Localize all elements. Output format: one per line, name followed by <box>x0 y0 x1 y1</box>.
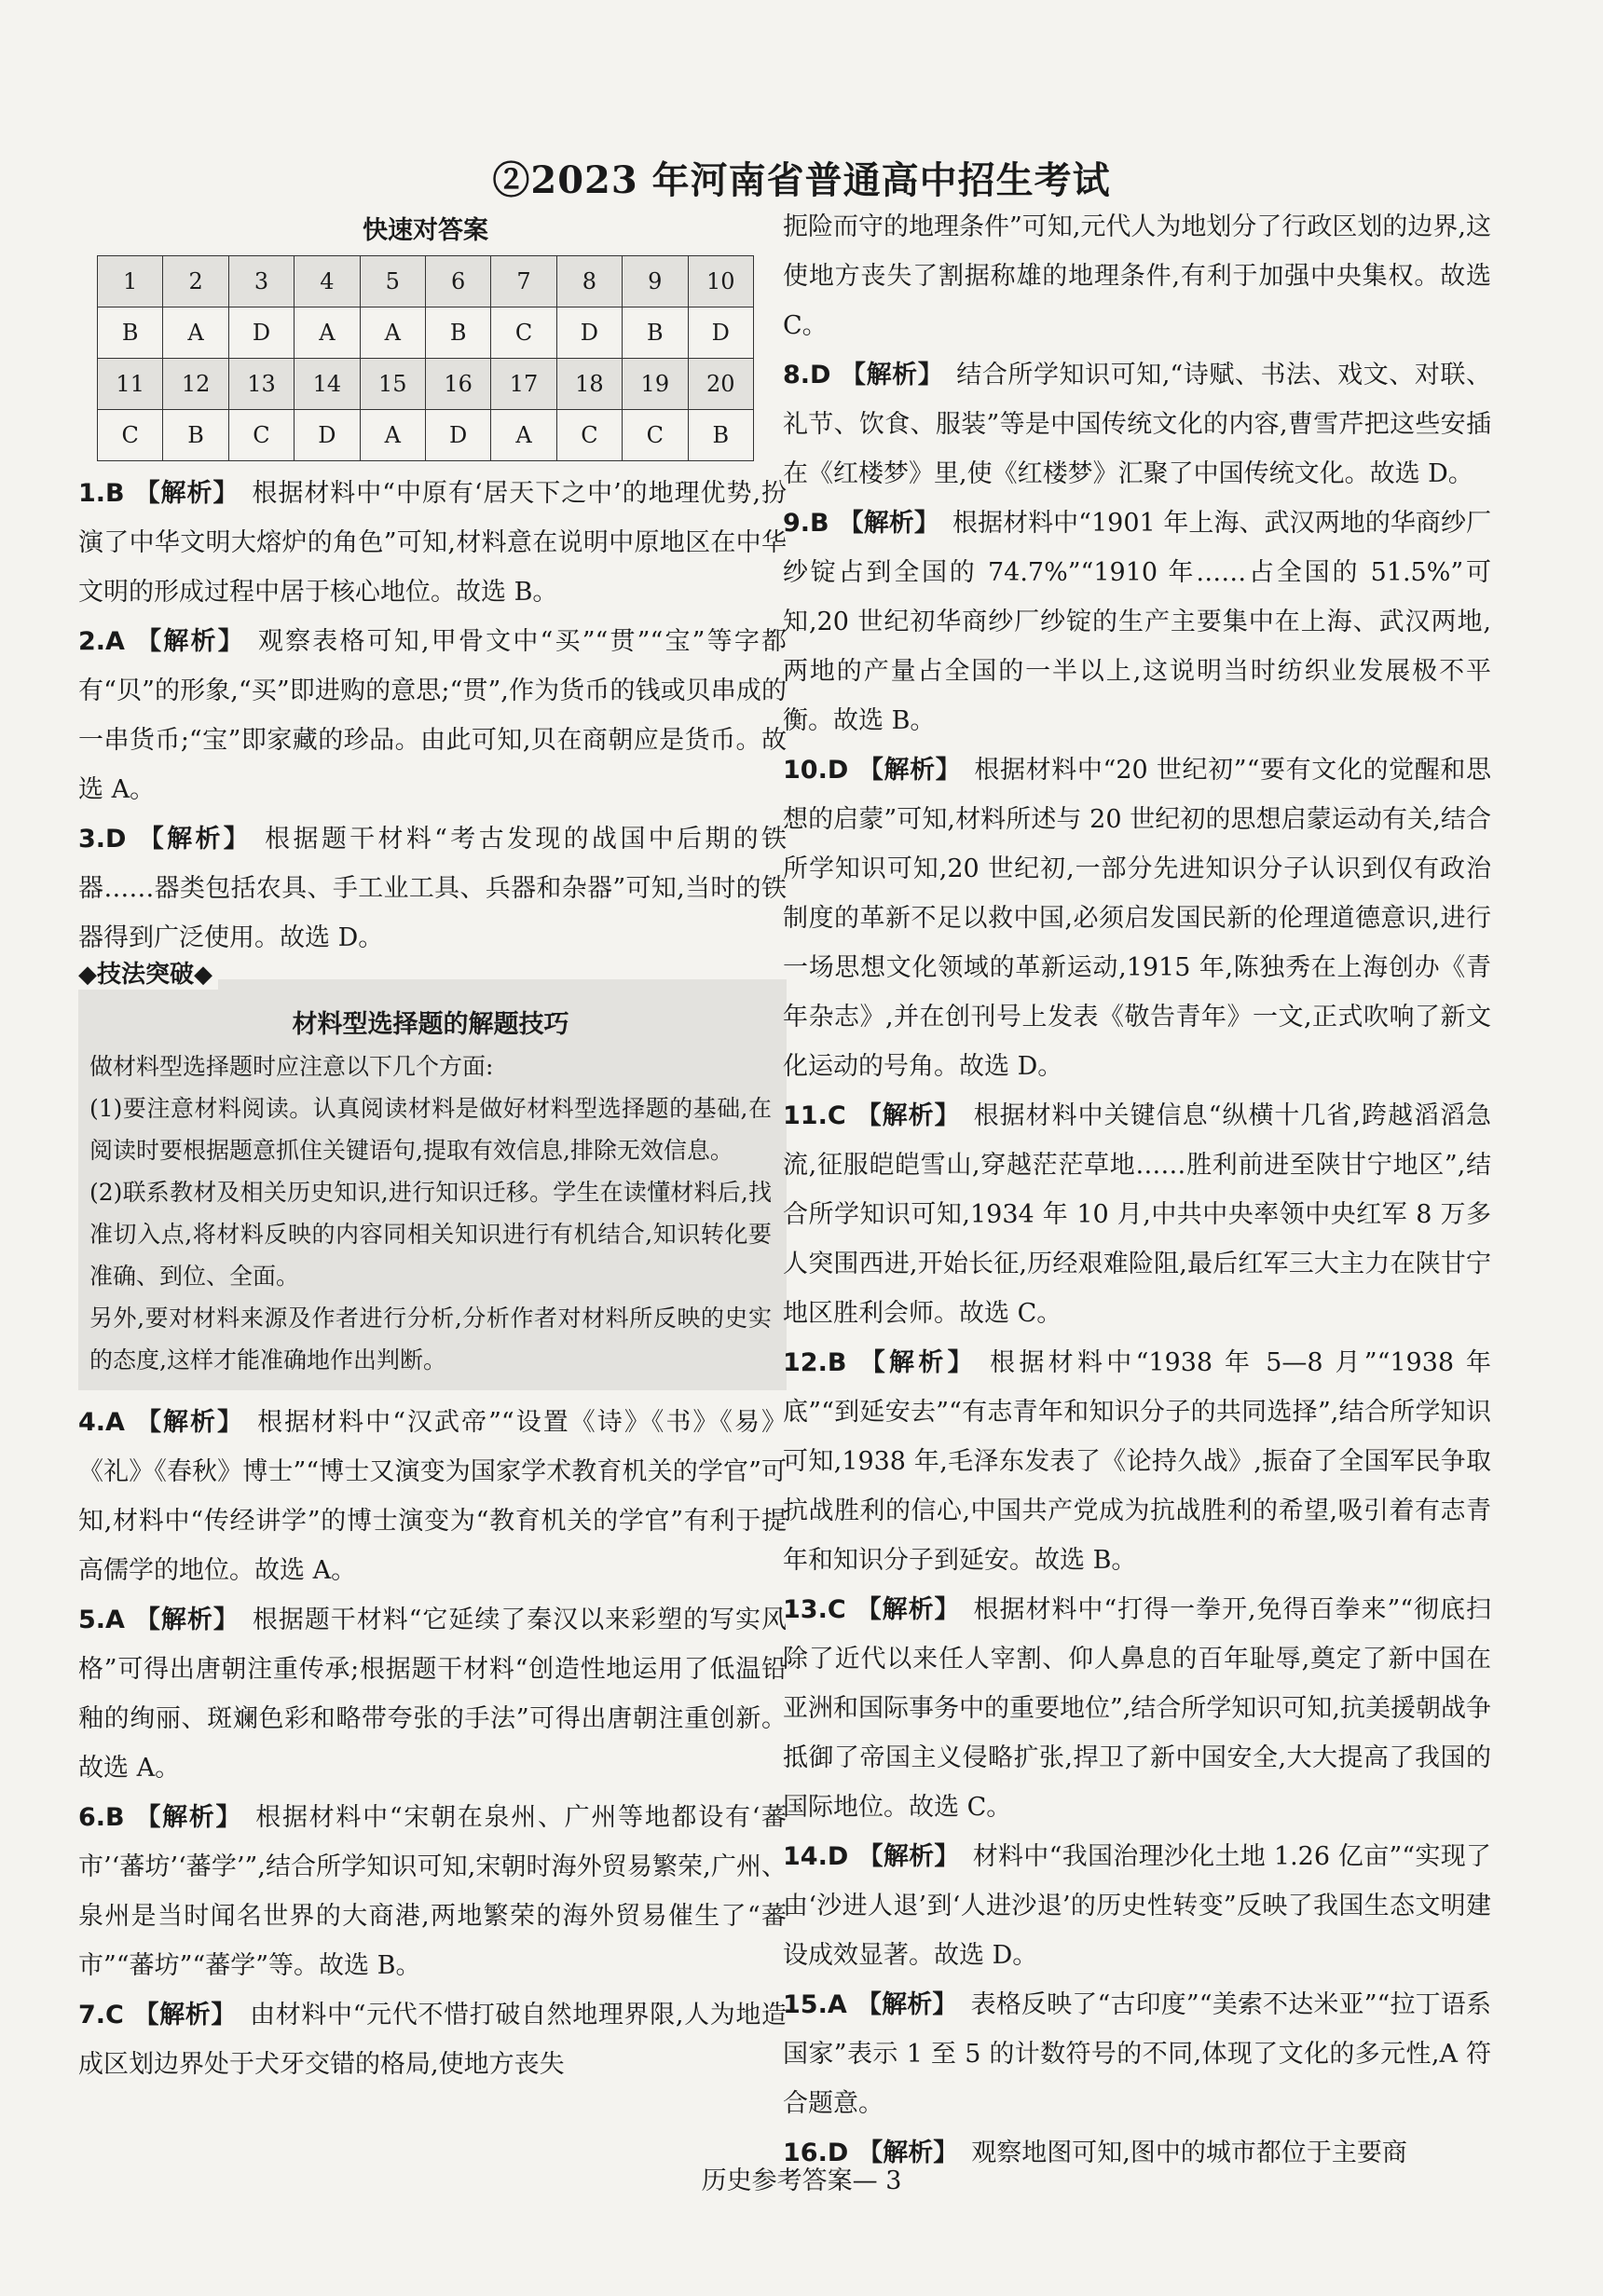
answer-text: 根据题干材料“考古发现的战国中后期的铁器……器类包括农具、手工业工具、兵器和杂器”可知,当时的铁器得到广泛使用。故选 D。 <box>78 825 787 952</box>
answer-item <box>78 1990 787 2089</box>
answer-table-cell: 6 <box>425 256 490 308</box>
answer-text: 根据材料中“1901 年上海、武汉两地的华商纱厂纱锭占到全国的 74.7%”“1910 年……占全国的 51.5%”可知,20 世纪初华商纱厂纱锭的生产主要集中在上海、武汉两地,两地的产量占全国的一半以上,这说明当时纺织业发展极不平衡。故选 B。 <box>783 509 1491 735</box>
page-title: ②2023 年河南省普通高中招生考试 <box>492 158 1111 202</box>
answer-table-cell: C <box>491 308 556 359</box>
answer-item <box>783 1338 1491 1585</box>
answer-item <box>78 1595 787 1793</box>
answer-item <box>783 1091 1491 1338</box>
answer-table-cell: 15 <box>360 359 425 410</box>
answer-table-cell: 3 <box>228 256 294 308</box>
answer-number: 11.C <box>783 1101 846 1130</box>
answer-table-row <box>98 256 754 308</box>
answer-item <box>783 202 1491 350</box>
analysis-tag: 【解析】 <box>135 825 253 854</box>
analysis-tag: 【解析】 <box>855 1595 961 1624</box>
analysis-tag: 【解析】 <box>838 509 939 538</box>
answer-table-cell: 14 <box>295 359 360 410</box>
answer-table-cell: D <box>425 410 490 461</box>
answer-item <box>783 499 1491 745</box>
answer-number: 15.A <box>783 1990 847 2019</box>
analysis-tag: 【解析】 <box>133 1408 245 1437</box>
analysis-tag: 【解析】 <box>857 2139 959 2167</box>
answer-table-cell: D <box>688 308 753 359</box>
answer-item <box>78 814 787 963</box>
answer-number: 4.A <box>78 1408 125 1437</box>
answer-text: 由材料中“元代不惜打破自然地理界限,人为地造成区划边界处于犬牙交错的格局,使地方丧失 <box>78 2001 788 2079</box>
page-footer: 历史参考答案— 3 <box>701 2166 902 2195</box>
answer-table-row <box>98 308 754 359</box>
analysis-tag: 【解析】 <box>840 361 944 390</box>
left-column <box>78 210 787 2089</box>
answer-item <box>78 617 787 814</box>
answer-table-cell: 13 <box>228 359 294 410</box>
answer-text: 观察表格可知,甲骨文中“买”“贯”“宝”等字都有“贝”的形象,“买”即进购的意思;“贯”,作为货币的钱或贝串成的一串货币;“宝”即家藏的珍品。由此可知,贝在商朝应是货币。故选 A。 <box>78 627 788 804</box>
answer-table-row <box>98 410 754 461</box>
answer-table-cell: C <box>623 410 688 461</box>
tips-box <box>78 961 787 1390</box>
analysis-tag: 【解析】 <box>133 627 245 656</box>
answer-number: 12.B <box>783 1348 847 1377</box>
answer-number: 2.A <box>78 627 125 656</box>
analysis-tag: 【解析】 <box>132 2001 238 2030</box>
answer-number: 7.C <box>78 2001 124 2030</box>
analysis-tag: 【解析】 <box>133 1803 243 1832</box>
answer-table-cell: 9 <box>623 256 688 308</box>
analysis-tag: 【解析】 <box>856 1348 977 1377</box>
answer-text: 根据材料中“宋朝在泉州、广州等地都设有‘蕃市’‘蕃坊’‘蕃学’”,结合所学知识可知,宋朝时海外贸易繁荣,广州、泉州是当时闻名世界的大商港,两地繁荣的海外贸易催生了“蕃市”“蕃坊”“蕃学”等。故选 B。 <box>78 1803 788 1980</box>
answer-table-cell: 2 <box>163 256 228 308</box>
answer-table-cell: D <box>556 308 622 359</box>
answer-text: 根据题干材料“它延续了秦汉以来彩塑的写实风格”可得出唐朝注重传承;根据题干材料“创造性地运用了低温铅釉的绚丽、斑斓色彩和略带夸张的手法”可得出唐朝注重创新。故选 A。 <box>78 1606 788 1783</box>
answer-text: 根据材料中“中原有‘居天下之中’的地理优势,扮演了中华文明大熔炉的角色”可知,材料意在说明中原地区在中华文明的形成过程中居于核心地位。故选 B。 <box>78 479 787 607</box>
answer-table-cell: C <box>98 410 163 461</box>
answer-table-cell: A <box>163 308 228 359</box>
answer-table-cell: 4 <box>295 256 360 308</box>
answer-number: 13.C <box>783 1595 846 1624</box>
answer-table-title: 快速对答案 <box>363 216 488 245</box>
answer-table-cell: 11 <box>98 359 163 410</box>
answer-table-cell: 1 <box>98 256 163 308</box>
answer-text: 观察地图可知,图中的城市都位于主要商 <box>971 2139 1407 2167</box>
answer-text: 结合所学知识可知,“诗赋、书法、戏文、对联、礼节、饮食、服装”等是中国传统文化的内容,曹雪芹把这些安插在《红楼梦》里,使《红楼梦》汇聚了中国传统文化。故选 D。 <box>783 361 1491 488</box>
answer-table-cell: 7 <box>491 256 556 308</box>
tips-paragraph: (1)要注意材料阅读。认真阅读材料是做好材料型选择题的基础,在阅读时要根据题意抓住关键语句,提取有效信息,排除无效信息。 <box>89 1095 772 1164</box>
answer-item <box>78 1398 787 1595</box>
answer-item <box>783 745 1491 1091</box>
tips-heading: ◆技法突破◆ <box>78 955 218 990</box>
tips-paragraph: (2)联系教材及相关历史知识,进行知识迁移。学生在读懂材料后,找准切入点,将材料反映的内容同相关知识进行有机结合,知识转化要准确、到位、全面。 <box>89 1179 772 1290</box>
analysis-tag: 【解析】 <box>856 1990 958 2019</box>
answer-table-cell: 12 <box>163 359 228 410</box>
answer-text: 扼险而守的地理条件”可知,元代人为地划分了行政区划的边界,这使地方丧失了割据称雄的地理条件,有利于加强中央集权。故选 C。 <box>783 212 1491 340</box>
answer-text: 表格反映了“古印度”“美索不达米亚”“拉丁语系国家”表示 1 至 5 的计数符号的不同,体现了文化的多元性,A 符合题意。 <box>783 1990 1492 2118</box>
answer-number: 16.D <box>783 2139 849 2167</box>
answer-text: 根据材料中“汉武帝”“设置《诗》《书》《易》《礼》《春秋》博士”“博士又演变为国家学术教育机关的学官”可知,材料中“传经讲学”的博士演变为“教育机关的学官”有利于提高儒学的地位。故选 A。 <box>78 1408 787 1585</box>
answer-table-cell: B <box>98 308 163 359</box>
answer-number: 6.B <box>78 1803 125 1832</box>
answer-table-cell: C <box>228 410 294 461</box>
answer-table-cell: A <box>360 410 425 461</box>
analysis-tag: 【解析】 <box>857 756 962 785</box>
answer-table <box>97 255 754 461</box>
answer-table-row <box>98 359 754 410</box>
analysis-tag: 【解析】 <box>133 479 240 508</box>
analysis-tag: 【解析】 <box>133 1606 240 1634</box>
answer-item <box>783 1980 1491 2128</box>
tips-title: 材料型选择题的解题技巧 <box>292 1010 569 1039</box>
answer-item <box>78 1793 787 1990</box>
answer-text: 根据材料中“打得一拳开,免得百拳来”“彻底扫除了近代以来任人宰割、仰人鼻息的百年耻辱,奠定了新中国在亚洲和国际事务中的重要地位”,结合所学知识可知,抗美援朝战争抵御了帝国主义侵略扩张,捍卫了新中国安全,大大提高了我国的国际地位。故选 C。 <box>783 1595 1491 1822</box>
answer-table-cell: A <box>491 410 556 461</box>
answer-table-cell: 5 <box>360 256 425 308</box>
answer-table-cell: B <box>163 410 228 461</box>
right-column <box>783 210 1491 2178</box>
answer-table-cell: A <box>360 308 425 359</box>
answer-text: 根据材料中“20 世纪初”“要有文化的觉醒和思想的启蒙”可知,材料所述与 20 世纪初的思想启蒙运动有关,结合所学知识可知,20 世纪初,一部分先进知识分子认识到仅有政治制度的革新不足以救中国,必须启发国民新的伦理道德意识,进行一场思想文化领域的革新运动,1915 年,陈独秀在上海创办《青年杂志》,并在创刊号上发表《敬告青年》一文,正式吹响了新文化运动的号角。故选 D。 <box>783 756 1492 1081</box>
answer-table-cell: D <box>295 410 360 461</box>
answer-table-cell: B <box>688 410 753 461</box>
tips-paragraph: 做材料型选择题时应注意以下几个方面: <box>89 1053 494 1080</box>
answer-table-cell: D <box>228 308 294 359</box>
answer-text: 根据材料中关键信息“纵横十几省,跨越滔滔急流,征服皑皑雪山,穿越茫茫草地……胜利前进至陕甘宁地区”,结合所学知识可知,1934 年 10 月,中共中央率领中央红军 8 万多人突围西进,开始长征,历经艰难险阻,最后红军三大主力在陕甘宁地区胜利会师。故选 C。 <box>783 1101 1492 1328</box>
answer-text: 根据材料中“1938 年 5—8 月”“1938 年底”“到延安去”“有志青年和知识分子的共同选择”,结合所学知识可知,1938 年,毛泽东发表了《论持久战》,振奋了全国军民争取抗战胜利的信心,中国共产党成为抗战胜利的希望,吸引着有志青年和知识分子到延安。故选 B。 <box>783 1348 1491 1575</box>
answer-text: 材料中“我国治理沙化土地 1.26 亿亩”“实现了由‘沙进人退’到‘人进沙退’的历史性转变”反映了我国生态文明建设成效显著。故选 D。 <box>783 1842 1491 1970</box>
answer-list-left-2 <box>78 1398 787 2089</box>
answer-number: 5.A <box>78 1606 125 1634</box>
answer-number: 3.D <box>78 825 127 854</box>
answer-table-cell: 20 <box>688 359 753 410</box>
answer-table-cell: C <box>556 410 622 461</box>
answer-table-cell: 17 <box>491 359 556 410</box>
answer-list-left <box>78 469 787 963</box>
answer-item <box>783 1832 1491 1980</box>
answer-table-cell: 18 <box>556 359 622 410</box>
answer-number: 1.B <box>78 479 125 508</box>
answer-number: 10.D <box>783 756 849 785</box>
answer-table-cell: 8 <box>556 256 622 308</box>
answer-number: 9.B <box>783 509 829 538</box>
answer-list-right <box>783 202 1491 2178</box>
tips-paragraph: 另外,要对材料来源及作者进行分析,分析作者对材料所反映的史实的态度,这样才能准确地作出判断。 <box>89 1305 772 1374</box>
answer-table-cell: A <box>295 308 360 359</box>
answer-item <box>783 1585 1491 1832</box>
answer-number: 14.D <box>783 1842 849 1871</box>
answer-table-cell: 16 <box>425 359 490 410</box>
answer-item <box>78 469 787 617</box>
answer-table-cell: B <box>623 308 688 359</box>
answer-table-cell: 19 <box>623 359 688 410</box>
answer-number: 8.D <box>783 361 831 390</box>
answer-table-cell: 10 <box>688 256 753 308</box>
analysis-tag: 【解析】 <box>855 1101 961 1130</box>
answer-item <box>783 350 1491 499</box>
analysis-tag: 【解析】 <box>857 1842 960 1871</box>
answer-table-cell: B <box>425 308 490 359</box>
